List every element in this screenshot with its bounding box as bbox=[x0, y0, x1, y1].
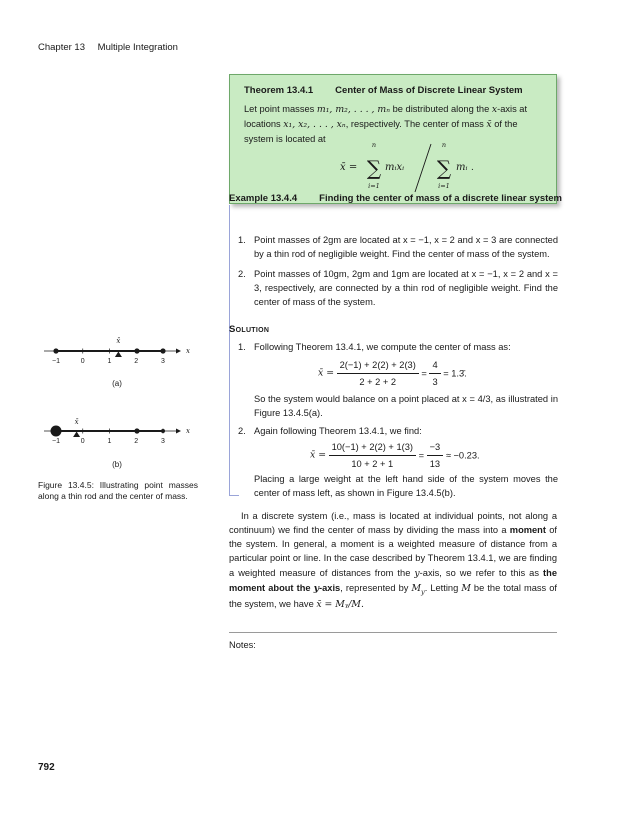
tick-label: −1 bbox=[52, 358, 60, 365]
mass-point bbox=[160, 348, 165, 353]
eq2-fraction bbox=[329, 440, 416, 471]
solution-number: 2. bbox=[238, 426, 246, 436]
figure-a bbox=[36, 336, 196, 396]
term-moment: moment bbox=[509, 525, 546, 536]
theorem-text: of the system is located at bbox=[244, 119, 518, 145]
discussion-text: In a discrete system (i.e., mass is located at individual points, not along a continuum) we find the center of mass by dividing the mass into a bbox=[229, 511, 557, 536]
upper-limit-2: n bbox=[441, 141, 447, 149]
eq1-simplified bbox=[429, 358, 440, 389]
eq2-equals: = bbox=[418, 450, 425, 461]
theorem-title: Center of Mass of Discrete Linear System bbox=[335, 85, 523, 96]
discussion-paragraph bbox=[229, 509, 557, 612]
tick-label: 2 bbox=[134, 358, 139, 365]
problem-number: 1. bbox=[238, 235, 246, 245]
tick-label: 3 bbox=[161, 358, 165, 365]
theorem-formula bbox=[340, 138, 520, 194]
running-header bbox=[38, 41, 178, 55]
symbol-M: M bbox=[411, 582, 421, 594]
example-label: Example 13.4.4 bbox=[229, 193, 298, 204]
sigma-1: ∑ bbox=[366, 156, 382, 180]
problem-number: 2. bbox=[238, 269, 246, 279]
figure-b bbox=[36, 418, 196, 478]
example-title: Finding the center of mass of a discrete linear system bbox=[319, 193, 562, 204]
eq1-numerator: 2(−1) + 2(2) + 2(3) bbox=[337, 358, 419, 374]
term-var-y: y bbox=[313, 582, 320, 594]
xbar-label-b: x̄ bbox=[74, 418, 79, 426]
mass-point bbox=[53, 348, 58, 353]
eq2-result: ≈ −0.23. bbox=[445, 450, 480, 461]
eq1-equals: = bbox=[421, 368, 427, 379]
fulcrum-a bbox=[115, 352, 122, 358]
tick-label: −1 bbox=[52, 438, 60, 445]
eq2-simplified-num: −3 bbox=[427, 440, 444, 456]
theorem-label: Theorem 13.4.1 bbox=[244, 85, 314, 96]
discussion-text: be the total mass of the system, we have bbox=[229, 582, 558, 610]
axis-label-a: x bbox=[186, 347, 190, 355]
mass-point bbox=[134, 348, 139, 353]
lower-limit-2: i=1 bbox=[438, 182, 450, 190]
axis-arrow-b bbox=[176, 429, 181, 434]
lower-limit-1: i=1 bbox=[368, 182, 380, 190]
eq1-simplified-num: 4 bbox=[429, 358, 440, 374]
division-slash bbox=[415, 144, 431, 192]
theorem-box bbox=[229, 74, 557, 204]
solution-1-conclusion: So the system would balance on a point placed at x = 4/3, as illustrated in Figure 13.4.5(a). bbox=[254, 394, 558, 419]
symbol-M: M bbox=[461, 582, 471, 594]
axis-label-b: x bbox=[186, 427, 190, 435]
chapter-title: Multiple Integration bbox=[97, 42, 178, 53]
eq1-result: = 1.3̄. bbox=[443, 368, 467, 379]
theorem-text: Let point masses bbox=[244, 104, 317, 114]
small-mass-point bbox=[161, 429, 165, 433]
upper-limit-1: n bbox=[371, 141, 377, 149]
tick-label: 1 bbox=[107, 438, 112, 445]
problem-text: Point masses of 2gm are located at x = −1, x = 2 and x = 3 are connected by a thin rod of negligible weight. Find the center of mass of the system. bbox=[254, 235, 558, 260]
mass-point bbox=[134, 428, 139, 433]
notes-rule bbox=[229, 632, 557, 633]
tick-label: 1 bbox=[107, 358, 112, 365]
axis-arrow-a bbox=[176, 349, 181, 354]
xbar-label-a: x̄ bbox=[116, 337, 121, 345]
theorem-xbar: x̄ bbox=[486, 119, 492, 131]
chapter-number: Chapter 13 bbox=[38, 42, 86, 53]
eq1-lhs: x̄ = bbox=[318, 367, 334, 379]
eq2-denominator: 10 + 2 + 1 bbox=[351, 459, 394, 470]
symbol-My bbox=[411, 583, 424, 594]
formula-period: . bbox=[471, 162, 474, 173]
figure-label-b: (b) bbox=[112, 460, 122, 469]
discussion-text: , represented by bbox=[340, 582, 412, 593]
notes-label: Notes: bbox=[229, 640, 256, 650]
theorem-masses: m₁, m₂, . . . , mₙ bbox=[316, 104, 391, 115]
term-text: the moment about the bbox=[229, 567, 557, 593]
eq2-simplified-den: 13 bbox=[429, 459, 441, 470]
theorem-text: -axis at locations bbox=[244, 104, 528, 130]
final-formula: x̄ = Mᵧ/M. bbox=[316, 599, 364, 611]
eq1-simplified-den: 3 bbox=[432, 377, 438, 388]
var-y: y bbox=[414, 567, 420, 579]
formula-lhs: x̄ = bbox=[340, 162, 358, 173]
figure-label-a: (a) bbox=[112, 379, 122, 388]
discussion-text: of the system. In general, a moment is a weighted measure of distance from a particular point or line. In the case described by Theorem 13.4.1, we are finding a weighted measure of distances from the bbox=[229, 525, 557, 578]
theorem-locations: x₁, x₂, . . . , xₙ bbox=[283, 119, 346, 131]
discussion-text: . Letting bbox=[424, 582, 462, 593]
numerator-term: mᵢxᵢ bbox=[385, 162, 405, 173]
equation-2 bbox=[310, 440, 480, 471]
solution-number: 1. bbox=[238, 342, 246, 352]
tick-label: 3 bbox=[161, 438, 165, 445]
denominator-term: mᵢ bbox=[456, 162, 468, 173]
theorem-text: be distributed along the bbox=[390, 104, 492, 114]
solution-intro: Again following Theorem 13.4.1, we find: bbox=[254, 426, 422, 436]
figure-caption: Figure 13.4.5: Illustrating point masses along a thin rod and the center of mass. bbox=[38, 480, 198, 502]
theorem-text: , respectively. The center of mass bbox=[345, 119, 487, 130]
example-heading bbox=[229, 192, 562, 206]
eq2-lhs: x̄ = bbox=[310, 449, 326, 461]
solution-2-conclusion: Placing a large weight at the left hand side of the system moves the center of mass left, as shown in Figure 13.4.5(b). bbox=[254, 474, 558, 499]
formula-graphic bbox=[340, 138, 520, 194]
theorem-heading bbox=[244, 84, 523, 98]
theorem-var-x: x bbox=[491, 104, 498, 115]
eq1-fraction bbox=[337, 358, 419, 389]
eq1-denominator: 2 + 2 + 2 bbox=[359, 377, 397, 388]
term-text: -axis bbox=[319, 582, 341, 593]
tick-label: 0 bbox=[80, 438, 85, 445]
equation-1 bbox=[318, 358, 467, 389]
eq2-numerator: 10(−1) + 2(2) + 1(3) bbox=[329, 440, 416, 456]
example-margin-rule-foot bbox=[229, 495, 239, 496]
solution-heading: Solution bbox=[229, 324, 270, 335]
solution-intro: Following Theorem 13.4.1, we compute the center of mass as: bbox=[254, 342, 511, 352]
problem-text: Point masses of 10gm, 2gm and 1gm are located at x = −1, x = 2 and x = 3, respectively, are connected by a thin rod of negligible weight. Find the center of mass of the system. bbox=[254, 269, 558, 308]
fulcrum-b bbox=[73, 432, 80, 438]
discussion-text: -axis, so we refer to this as bbox=[419, 567, 544, 578]
large-mass-point bbox=[51, 426, 62, 437]
sigma-2: ∑ bbox=[436, 156, 452, 180]
example-margin-rule bbox=[229, 205, 230, 495]
eq2-simplified bbox=[427, 440, 444, 471]
symbol-subscript-y: y bbox=[421, 587, 425, 596]
tick-label: 0 bbox=[80, 358, 85, 365]
page-number: 792 bbox=[38, 762, 55, 773]
tick-label: 2 bbox=[134, 438, 139, 445]
